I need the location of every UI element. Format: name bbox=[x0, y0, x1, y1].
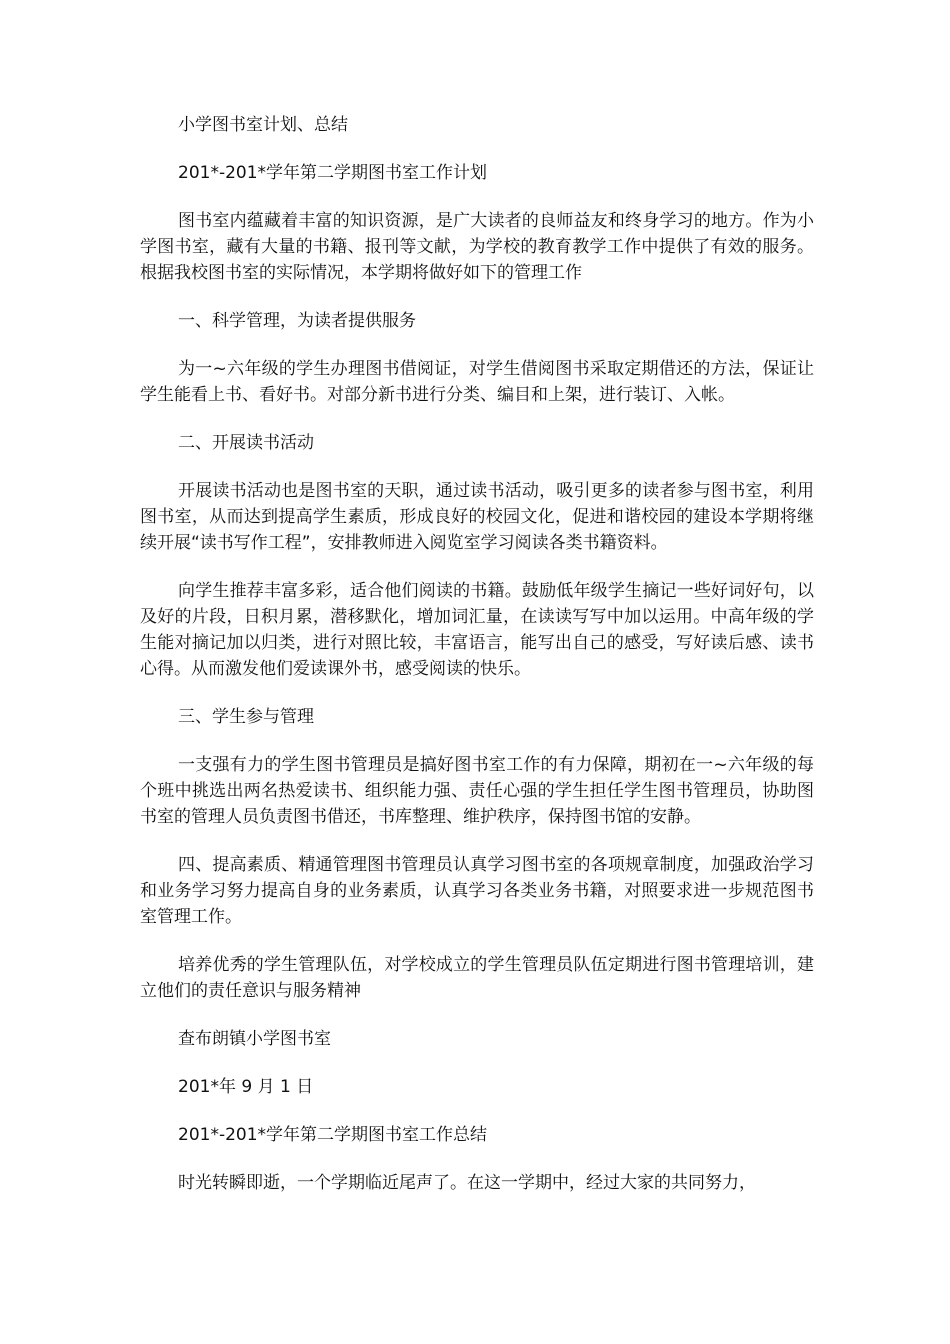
summary-intro: 时光转瞬即逝，一个学期临近尾声了。在这一学期中，经过大家的共同努力， bbox=[178, 1173, 756, 1193]
plan-title: 201*-201*学年第二学期图书室工作计划 bbox=[178, 163, 488, 183]
section3-paragraph: 一支强有力的学生图书管理员是搞好图书室工作的有力保障，期初在一~六年级的每个班中挑选出两名热爱读书、组织能力强、责任心强的学生担任学生图书管理员，协助图书室的管理人员负责图书借还，书库整理、维护秩序，保持图书馆的安静。 bbox=[140, 755, 814, 827]
section1-heading: 一、科学管理，为读者提供服务 bbox=[178, 311, 416, 331]
signature: 查布朗镇小学图书室 bbox=[178, 1029, 331, 1049]
section4-paragraph: 四、提高素质、精通管理图书管理员认真学习图书室的各项规章制度，加强政治学习和业务学习努力提高自身的业务素质，认真学习各类业务书籍，对照要求进一步规范图书室管理工作。 bbox=[140, 855, 814, 927]
section2-paragraph-1: 开展读书活动也是图书室的天职，通过读书活动，吸引更多的读者参与图书室，利用图书室，从而达到提高学生素质，形成良好的校园文化，促进和谐校园的建设本学期将继续开展“读书写作工程”，安排教师进入阅览室学习阅读各类书籍资料。 bbox=[140, 481, 814, 553]
section2-heading: 二、开展读书活动 bbox=[178, 433, 314, 453]
section4-paragraph-2: 培养优秀的学生管理队伍，对学校成立的学生管理员队伍定期进行图书管理培训，建立他们的责任意识与服务精神 bbox=[140, 955, 814, 1001]
document-title: 小学图书室计划、总结 bbox=[178, 115, 348, 135]
intro-paragraph: 图书室内蕴藏着丰富的知识资源，是广大读者的良师益友和终身学习的地方。作为小学图书室，藏有大量的书籍、报刊等文献，为学校的教育教学工作中提供了有效的服务。根据我校图书室的实际情况，本学期将做好如下的管理工作 bbox=[140, 211, 814, 283]
section2-paragraph-2: 向学生推荐丰富多彩，适合他们阅读的书籍。鼓励低年级学生摘记一些好词好句，以及好的片段，日积月累，潜移默化，增加词汇量，在读读写写中加以运用。中高年级的学生能对摘记加以归类，进行对照比较，丰富语言，能写出自己的感受，写好读后感、读书心得。从而激发他们爱读课外书，感受阅读的快乐。 bbox=[140, 581, 814, 679]
section1-paragraph: 为一~六年级的学生办理图书借阅证，对学生借阅图书采取定期借还的方法，保证让学生能看上书、看好书。对部分新书进行分类、编目和上架，进行装订、入帐。 bbox=[140, 359, 814, 405]
section3-heading: 三、学生参与管理 bbox=[178, 707, 314, 727]
date: 201*年 9 月 1 日 bbox=[178, 1077, 314, 1097]
summary-title: 201*-201*学年第二学期图书室工作总结 bbox=[178, 1125, 488, 1145]
